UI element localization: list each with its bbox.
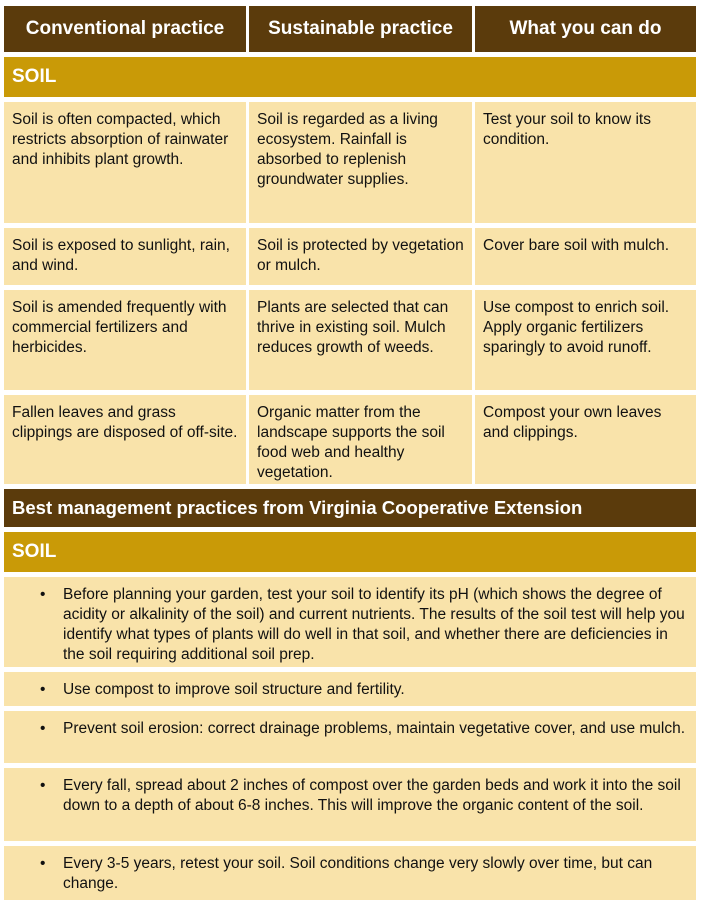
section-title-soil: SOIL [4,57,696,97]
table-row [4,395,696,484]
list-item-text: Use compost to improve soil structure and fertility. [63,681,405,698]
cell-sustainable: Soil is regarded as a living ecosystem. Rainfall is absorbed to replenish groundwater supplies. [249,102,472,223]
table-header [4,6,696,52]
bullet-icon: • [40,855,46,872]
cell-action: Compost your own leaves and clippings. [475,395,696,484]
bullet-icon: • [40,720,46,737]
list-item-text: Prevent soil erosion: correct drainage problems, maintain vegetative cover, and use mulch. [63,720,686,737]
section-title-soil-bmp: SOIL [4,532,696,572]
cell-conventional: Fallen leaves and grass clippings are disposed of off-site. [4,395,246,484]
bullet-icon: • [40,777,46,794]
cell-action: Cover bare soil with mulch. [475,228,696,285]
table-row [4,228,696,285]
cell-conventional: Soil is often compacted, which restricts absorption of rainwater and inhibits plant growth. [4,102,246,223]
bullet-icon: • [40,586,46,603]
cell-sustainable: Soil is protected by vegetation or mulch. [249,228,472,285]
list-item [4,711,696,763]
cell-conventional: Soil is amended frequently with commercial fertilizers and herbicides. [4,290,246,390]
list-item [4,768,696,841]
cell-action: Test your soil to know its condition. [475,102,696,223]
table-row [4,102,696,223]
header-conventional: Conventional practice [4,6,246,52]
bmp-title: Best management practices from Virginia Cooperative Extension [4,489,696,527]
list-item [4,577,696,667]
list-item-text: Every fall, spread about 2 inches of compost over the garden beds and work it into the soil down to a depth of about 6-8 inches. This will improve the organic content of the soil. [63,777,681,814]
cell-sustainable: Organic matter from the landscape supports the soil food web and healthy vegetation. [249,395,472,484]
cell-sustainable: Plants are selected that can thrive in existing soil. Mulch reduces growth of weeds. [249,290,472,390]
cell-conventional: Soil is exposed to sunlight, rain, and wind. [4,228,246,285]
list-item [4,672,696,706]
header-what-you-can-do: What you can do [475,6,696,52]
table-row [4,290,696,390]
list-item-text: Before planning your garden, test your soil to identify its pH (which shows the degree of acidity or alkalinity of the soil) and current nutrients. The results of the soil test will help you identify what types of plants will do well in that soil, and whether there are deficiencies in the soil requiring additional soil prep. [63,586,685,663]
bullet-icon: • [40,681,46,698]
cell-action: Use compost to enrich soil. Apply organic fertilizers sparingly to avoid runoff. [475,290,696,390]
list-item-text: Every 3-5 years, retest your soil. Soil conditions change very slowly over time, but can change. [63,855,653,892]
header-sustainable: Sustainable practice [249,6,472,52]
list-item [4,846,696,900]
